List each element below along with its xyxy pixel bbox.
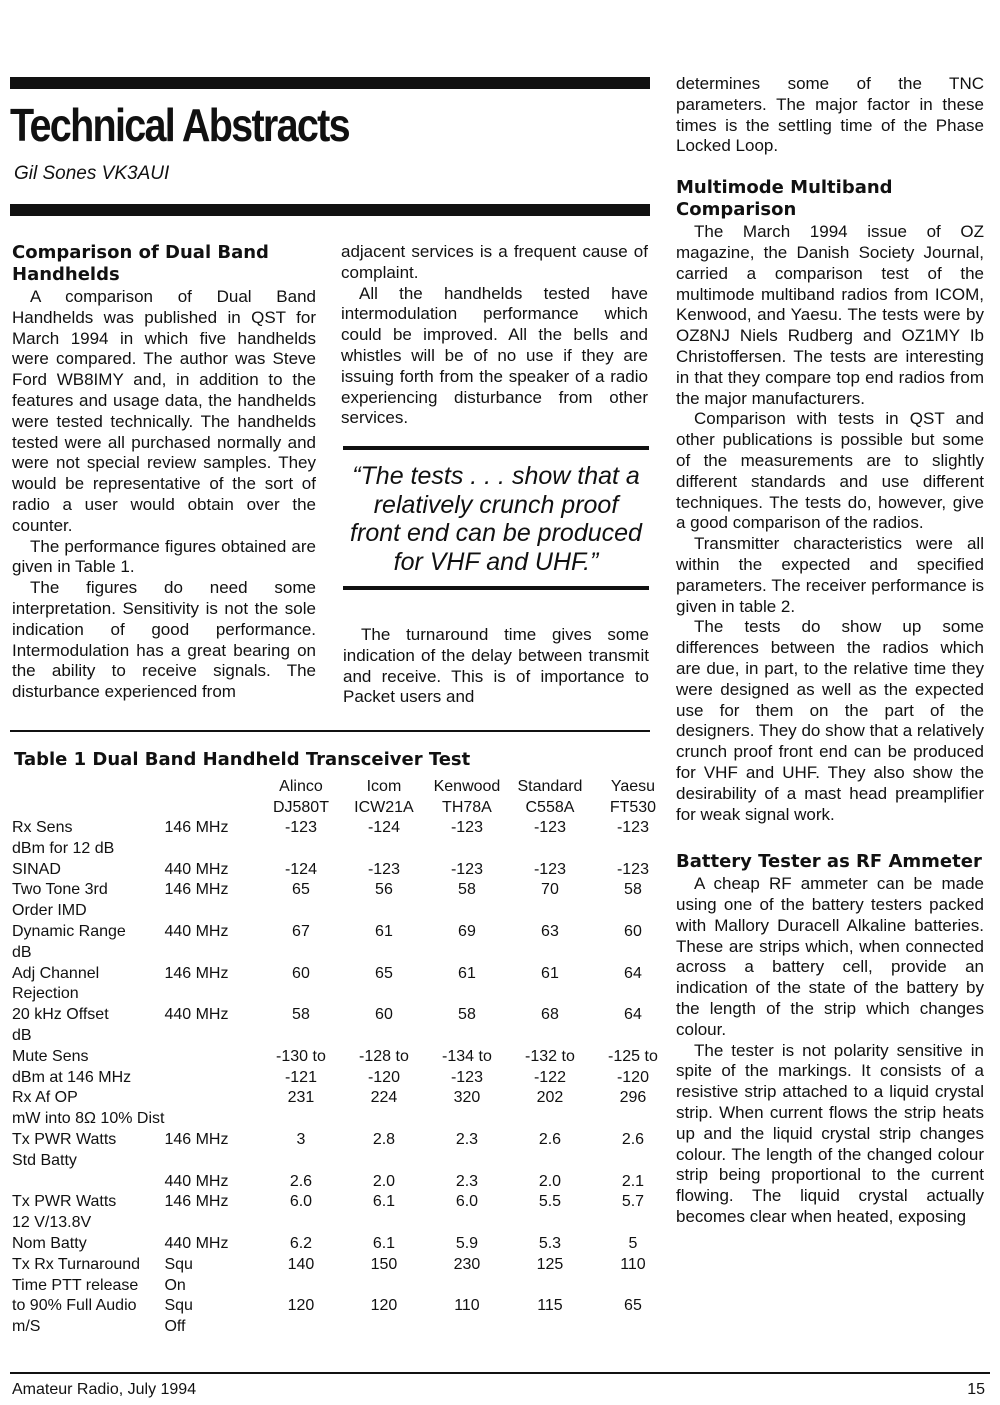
table-cell: 5.3 bbox=[538, 1234, 562, 1252]
pull-quote-text: “The tests . . . show that a relatively crunch proof front end can be produced for VHF and UHF.” bbox=[350, 462, 642, 576]
paragraph: The performance figures obtained are given in Table 1. bbox=[12, 536, 316, 577]
table-header-cell: Standard bbox=[517, 778, 583, 795]
table-cell: Squ bbox=[164, 1297, 193, 1315]
table-cell: Time PTT release bbox=[12, 1276, 139, 1294]
table-cell bbox=[259, 943, 342, 964]
table-cell: 202 bbox=[536, 1089, 564, 1107]
table-cell: 146 MHz bbox=[164, 1193, 229, 1211]
table-cell: 231 bbox=[287, 1089, 315, 1107]
table-cell: mW into 8Ω 10% Dist bbox=[12, 1110, 165, 1128]
table-cell bbox=[342, 1213, 425, 1234]
table-cell: dB bbox=[12, 943, 32, 961]
table-header-cell: C558A bbox=[525, 799, 575, 816]
table-cell bbox=[425, 1213, 508, 1234]
table-rule bbox=[10, 730, 650, 732]
table-cell bbox=[259, 1026, 342, 1047]
paragraph: The tests do show up some differences between the radios which are due, in part, to the relative time they were designed as well as the expected use for them on the part of the designers. They do show that a relatively crunch proof front end can be produced for VHF and UHF. They also show the desirability of a mast head preamplifier for weak signal work. bbox=[676, 617, 984, 824]
table-cell: 58 bbox=[624, 881, 642, 899]
column-2-continued bbox=[343, 625, 649, 708]
table-cell: Squ bbox=[164, 1255, 193, 1273]
table-cell: Rejection bbox=[12, 985, 79, 1003]
table-cell bbox=[342, 1276, 425, 1297]
table-cell: 3 bbox=[296, 1130, 306, 1148]
paragraph: The turnaround time gives some indication of the delay between transmit and receive. This is of importance to Packet users and bbox=[343, 625, 649, 707]
table-cell bbox=[425, 1109, 508, 1130]
table-cell bbox=[425, 984, 508, 1005]
table-header-cell: Kenwood bbox=[433, 778, 501, 795]
table-row bbox=[12, 1234, 674, 1255]
table-cell: 5.7 bbox=[621, 1193, 645, 1211]
table-cell bbox=[164, 901, 259, 922]
table-cell: -128 to bbox=[359, 1047, 409, 1065]
table-cell: 440 MHz bbox=[164, 1006, 229, 1024]
table-cell: 6.1 bbox=[372, 1193, 396, 1211]
paragraph: All the handhelds tested have intermodulation performance which could be improved. All the bells and whistles will be of no use if they are issuing forth from the speaker of a radio experiencing disturbance from other services. bbox=[341, 283, 648, 428]
table-row bbox=[12, 880, 674, 901]
table-cell: 2.6 bbox=[289, 1172, 313, 1190]
table-cell bbox=[508, 1276, 591, 1297]
table-row bbox=[12, 1276, 674, 1297]
table-cell: 146 MHz bbox=[164, 819, 229, 836]
table-cell bbox=[508, 839, 591, 860]
page-title: Technical Abstracts bbox=[10, 99, 349, 151]
table-row bbox=[12, 943, 674, 964]
table-cell: 2.8 bbox=[372, 1130, 396, 1148]
table-cell bbox=[342, 901, 425, 922]
table-cell bbox=[508, 1151, 591, 1172]
table-cell bbox=[591, 901, 674, 922]
table-cell: -123 bbox=[284, 819, 317, 836]
table-cell: 65 bbox=[292, 881, 310, 899]
table-cell bbox=[342, 1026, 425, 1047]
table-cell: Nom Batty bbox=[12, 1234, 87, 1252]
table-cell: Tx PWR Watts bbox=[12, 1130, 117, 1148]
table-cell bbox=[425, 1026, 508, 1047]
table-row bbox=[12, 839, 674, 860]
table-row bbox=[12, 1192, 674, 1213]
table-cell: 146 MHz bbox=[164, 881, 229, 899]
table-cell bbox=[591, 1151, 674, 1172]
table-cell: -123 bbox=[450, 819, 483, 836]
table-header-cell: ICW21A bbox=[354, 799, 414, 816]
table-cell bbox=[591, 1026, 674, 1047]
table-cell bbox=[12, 1172, 164, 1193]
table-cell: -134 to bbox=[442, 1047, 492, 1065]
table-cell: 440 MHz bbox=[164, 860, 229, 878]
table-cell: -123 bbox=[533, 860, 566, 878]
table-cell: 2.1 bbox=[621, 1172, 645, 1190]
table-cell: -123 bbox=[450, 1068, 483, 1086]
table-cell: Rx Sens bbox=[12, 819, 73, 836]
table-row bbox=[12, 1151, 674, 1172]
table-cell: 440 MHz bbox=[164, 1172, 229, 1190]
table-cell bbox=[342, 1317, 425, 1338]
table-header-cell bbox=[12, 797, 164, 818]
paragraph: The March 1994 issue of OZ magazine, the Danish Society Journal, carried a comparison test of the multimode multiband radios from ICOM, Kenwood, and Yaesu. The tests were by OZ8NJ Niels Rudberg and OZ1MY Ib Christoffersen. The tests are interesting in that they compare top end radios from the major manufacturers. bbox=[676, 222, 984, 408]
table-row bbox=[12, 1213, 674, 1234]
table-cell: Tx PWR Watts bbox=[12, 1193, 117, 1211]
table-row bbox=[12, 818, 674, 839]
table-row bbox=[12, 984, 674, 1005]
article-heading-multimode: Multimode Multiband Comparison bbox=[676, 177, 893, 221]
table-cell: 6.2 bbox=[289, 1234, 313, 1252]
table-cell bbox=[425, 1276, 508, 1297]
table-header-cell bbox=[164, 776, 259, 797]
table-cell: 67 bbox=[292, 922, 310, 940]
table-header-cell: FT530 bbox=[609, 799, 657, 816]
author-byline: Gil Sones VK3AUI bbox=[14, 163, 170, 184]
table-row bbox=[12, 1068, 674, 1089]
table-cell: Tx Rx Turnaround bbox=[12, 1255, 141, 1273]
table-row bbox=[12, 1317, 674, 1338]
table-cell: 61 bbox=[458, 964, 476, 982]
table-cell: 68 bbox=[541, 1006, 559, 1024]
paragraph: adjacent services is a frequent cause of complaint. bbox=[341, 242, 648, 282]
table-cell bbox=[259, 839, 342, 860]
table-cell: 64 bbox=[624, 1006, 642, 1024]
table-cell: 110 bbox=[454, 1297, 480, 1315]
paragraph: The tester is not polarity sensitive in spite of the markings. It consists of a resistive strip attached to a liquid crystal strip. When current flows the strip heats up and the liquid crystal strip changes colour. The length of the changed colour strip being proportional to the current flowing. The liquid crystal actually becomes clear when heated, exposing bbox=[676, 1040, 984, 1227]
table-cell: 440 MHz bbox=[164, 1234, 229, 1252]
table-cell bbox=[342, 943, 425, 964]
table-cell bbox=[591, 943, 674, 964]
table-cell: dBm at 146 MHz bbox=[12, 1068, 132, 1086]
table-cell: 5.5 bbox=[538, 1193, 562, 1211]
table-cell: 230 bbox=[453, 1255, 481, 1273]
table-cell: 64 bbox=[624, 964, 642, 982]
table-cell: 58 bbox=[458, 1006, 476, 1024]
table-cell: Off bbox=[164, 1318, 186, 1336]
table-cell: Order IMD bbox=[12, 902, 87, 920]
table-cell bbox=[591, 839, 674, 860]
table-cell: 110 bbox=[620, 1255, 646, 1273]
pull-quote bbox=[343, 446, 649, 590]
table-header-cell: TH78A bbox=[442, 799, 492, 816]
table-cell bbox=[508, 1317, 591, 1338]
table-cell: Mute Sens bbox=[12, 1047, 89, 1065]
table-cell: 2.0 bbox=[372, 1172, 396, 1190]
table-cell bbox=[164, 984, 259, 1005]
table-cell: 120 bbox=[287, 1297, 315, 1315]
table-cell bbox=[342, 984, 425, 1005]
paragraph: determines some of the TNC parameters. The major factor in these times is the settling time of the Phase Locked Loop. bbox=[676, 74, 984, 156]
table-cell: Std Batty bbox=[12, 1151, 77, 1169]
table-cell: -124 bbox=[367, 819, 400, 836]
table-cell: 58 bbox=[292, 1006, 310, 1024]
table-row bbox=[12, 901, 674, 922]
paragraph: A cheap RF ammeter can be made using one of the battery testers packed with Mallory Duracell Alkaline batteries. These are strips which, when connected across a battery cell, provide an indication of the state of the battery by the length of the strip which changes colour. bbox=[676, 874, 984, 1039]
table-cell: 2.6 bbox=[538, 1130, 562, 1148]
article-heading-battery-tester: Battery Tester as RF Ammeter bbox=[676, 851, 982, 873]
table-cell bbox=[508, 1213, 591, 1234]
table-cell bbox=[425, 901, 508, 922]
table-header-cell: Alinco bbox=[279, 778, 323, 795]
table-cell: to 90% Full Audio bbox=[12, 1297, 137, 1315]
table-cell bbox=[425, 943, 508, 964]
table-cell bbox=[342, 1151, 425, 1172]
table-cell bbox=[508, 1109, 591, 1130]
table-cell bbox=[508, 984, 591, 1005]
table-row bbox=[12, 1130, 674, 1151]
table-cell: 115 bbox=[537, 1297, 563, 1315]
table-row bbox=[12, 1047, 674, 1068]
table-cell: -123 bbox=[616, 819, 649, 836]
table-cell: Adj Channel bbox=[12, 964, 100, 982]
table-cell bbox=[508, 1026, 591, 1047]
table-cell bbox=[164, 1047, 259, 1068]
table-cell: -124 bbox=[284, 860, 317, 878]
column-2 bbox=[341, 242, 648, 429]
table-cell bbox=[259, 984, 342, 1005]
table-cell bbox=[164, 1151, 259, 1172]
table-cell: 61 bbox=[541, 964, 559, 982]
table-cell: -122 bbox=[533, 1068, 566, 1086]
table-cell bbox=[425, 839, 508, 860]
table-cell bbox=[164, 1213, 259, 1234]
table-cell bbox=[259, 1213, 342, 1234]
table-cell: dBm for 12 dB bbox=[12, 839, 115, 857]
paragraph: The figures do need some interpretation. Sensitivity is not the sole indication of good performance. Intermodulation has a great bearing on the ability to receive signals. The disturbance experienced from bbox=[12, 578, 316, 702]
table-cell: 6.0 bbox=[289, 1193, 313, 1211]
table-title: Table 1 Dual Band Handheld Transceiver Test bbox=[14, 749, 471, 770]
table-cell: 140 bbox=[287, 1255, 315, 1273]
table-cell: 61 bbox=[375, 922, 393, 940]
table-cell bbox=[164, 1088, 259, 1109]
table-cell: 296 bbox=[619, 1089, 647, 1107]
table-cell: -130 to bbox=[276, 1047, 326, 1065]
table-cell bbox=[164, 1068, 259, 1089]
table-row bbox=[12, 964, 674, 985]
table-cell: 60 bbox=[375, 1006, 393, 1024]
table-cell: Two Tone 3rd bbox=[12, 881, 108, 899]
table-cell: 65 bbox=[375, 964, 393, 982]
table-cell bbox=[259, 1317, 342, 1338]
table-cell: 150 bbox=[370, 1255, 398, 1273]
pull-quote-rule-bottom bbox=[343, 586, 649, 590]
table-cell bbox=[164, 943, 259, 964]
table-cell bbox=[342, 1109, 425, 1130]
table-cell: 146 MHz bbox=[164, 1130, 229, 1148]
table-header-cell bbox=[12, 776, 164, 797]
table-cell: 63 bbox=[541, 922, 559, 940]
table-cell bbox=[425, 1317, 508, 1338]
table-cell: -121 bbox=[284, 1068, 317, 1086]
table-cell: 60 bbox=[292, 964, 310, 982]
table-cell: 120 bbox=[370, 1297, 398, 1315]
table-row bbox=[12, 860, 674, 881]
table-cell: 12 V/13.8V bbox=[12, 1214, 92, 1232]
table-cell bbox=[591, 1276, 674, 1297]
table-cell: 224 bbox=[370, 1089, 398, 1107]
table-cell bbox=[164, 1026, 259, 1047]
table-cell: -123 bbox=[450, 860, 483, 878]
table-header-cell: Yaesu bbox=[610, 778, 656, 795]
table-header-cell: Icom bbox=[366, 778, 402, 795]
table-cell bbox=[508, 943, 591, 964]
table-cell: 65 bbox=[624, 1297, 642, 1315]
table-row bbox=[12, 1109, 674, 1130]
table-cell bbox=[259, 901, 342, 922]
table-cell: 320 bbox=[453, 1089, 481, 1107]
table-cell: 2.3 bbox=[455, 1172, 479, 1190]
table-cell: 2.0 bbox=[538, 1172, 562, 1190]
table-cell: -120 bbox=[367, 1068, 400, 1086]
footer-publication: Amateur Radio, July 1994 bbox=[12, 1381, 197, 1398]
paragraph: A comparison of Dual Band Handhelds was published in QST for March 1994 in which five handhelds were compared. The author was Steve Ford WB8IMY and, in addition to the features and usage data, the handhelds were tested technically. The handhelds tested were all purchased normally and were not special review samples. They would be representative of the sort of radio a user would obtain over the counter. bbox=[12, 287, 316, 535]
table-cell bbox=[259, 1109, 342, 1130]
table-cell: -123 bbox=[533, 819, 566, 836]
article-heading-dual-band: Comparison of Dual Band Handhelds bbox=[12, 242, 269, 285]
table-header-cell bbox=[164, 797, 259, 818]
table-row bbox=[12, 1026, 674, 1047]
table-cell: 58 bbox=[458, 881, 476, 899]
table-cell bbox=[164, 1109, 259, 1130]
table-cell: 70 bbox=[541, 881, 559, 899]
table-cell: 69 bbox=[458, 922, 476, 940]
table-cell: 56 bbox=[375, 881, 393, 899]
footer-rule bbox=[10, 1372, 990, 1374]
table-cell bbox=[425, 1151, 508, 1172]
table-cell: 125 bbox=[536, 1255, 564, 1273]
table-cell: 5 bbox=[628, 1234, 638, 1252]
table-cell: 60 bbox=[624, 922, 642, 940]
table-cell: 6.0 bbox=[455, 1193, 479, 1211]
page-number: 15 bbox=[967, 1381, 985, 1398]
table-cell: -123 bbox=[616, 860, 649, 878]
table-body bbox=[12, 818, 674, 1338]
table-cell: SINAD bbox=[12, 860, 61, 878]
paragraph: Transmitter characteristics were all within the expected and specified parameters. The receiver performance is given in table 2. bbox=[676, 534, 984, 616]
table-cell: 2.3 bbox=[455, 1130, 479, 1148]
table-cell: Rx Af OP bbox=[12, 1089, 78, 1107]
table-cell: 146 MHz bbox=[164, 964, 229, 982]
table-cell bbox=[591, 1213, 674, 1234]
table-cell: 440 MHz bbox=[164, 922, 229, 940]
table-cell bbox=[508, 901, 591, 922]
table-cell bbox=[259, 1276, 342, 1297]
table-cell: 2.6 bbox=[621, 1130, 645, 1148]
table-header-models bbox=[12, 797, 674, 818]
table-cell: -132 to bbox=[525, 1047, 575, 1065]
table-cell: -120 bbox=[616, 1068, 649, 1086]
paragraph: Comparison with tests in QST and other publications is possible but some of the measurements are to slightly different standards and use different techniques. The tests do, however, give a good comparison of the radios. bbox=[676, 409, 984, 533]
table-cell: 6.1 bbox=[372, 1234, 396, 1252]
table-cell: -125 to bbox=[608, 1047, 658, 1065]
table-cell bbox=[164, 839, 259, 860]
table-cell: dB bbox=[12, 1026, 32, 1044]
table-cell: 5.9 bbox=[455, 1234, 479, 1252]
table-row bbox=[12, 1088, 674, 1109]
table-cell: m/S bbox=[12, 1318, 41, 1336]
table-row bbox=[12, 1005, 674, 1026]
header-rule-top bbox=[10, 77, 650, 89]
table-row bbox=[12, 1255, 674, 1276]
table-cell: 20 kHz Offset bbox=[12, 1006, 109, 1024]
table-row bbox=[12, 922, 674, 943]
table-header-brands bbox=[12, 776, 674, 797]
table-row bbox=[12, 1296, 674, 1317]
table-header-cell: DJ580T bbox=[272, 799, 329, 816]
header-rule-bottom bbox=[10, 204, 650, 216]
table-cell bbox=[591, 984, 674, 1005]
table-cell bbox=[591, 1317, 674, 1338]
table-cell: -123 bbox=[367, 860, 400, 878]
table-row bbox=[12, 1172, 674, 1193]
table-cell bbox=[259, 1151, 342, 1172]
column-3 bbox=[676, 74, 984, 1228]
table-1 bbox=[12, 776, 674, 1338]
table-cell bbox=[342, 839, 425, 860]
table-cell: On bbox=[164, 1276, 186, 1294]
column-1 bbox=[12, 242, 316, 703]
table-cell: Dynamic Range bbox=[12, 922, 126, 940]
table-cell bbox=[591, 1109, 674, 1130]
